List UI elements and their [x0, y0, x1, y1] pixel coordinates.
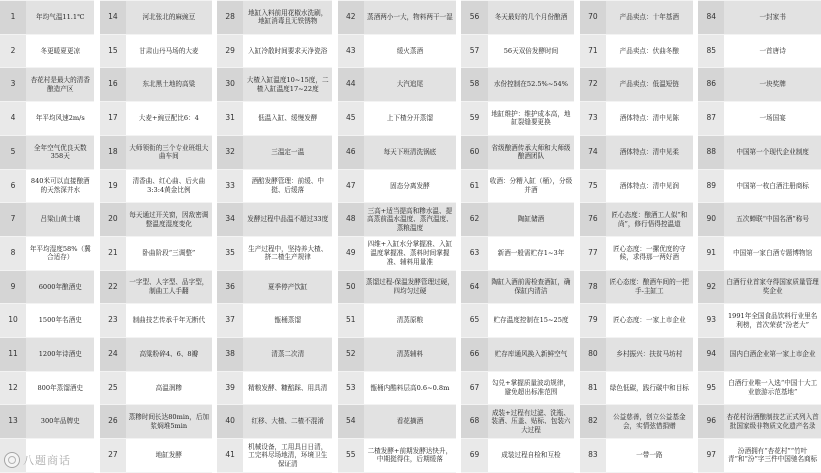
item-number: 87: [698, 102, 724, 136]
item-number: 85: [698, 34, 724, 68]
item-text: 一字型、人字型、品字型，制曲工人手翻: [126, 270, 212, 304]
item-text: 机械设备，工用具日日清，工完料尽场地清，环境卫生保证清: [243, 439, 332, 473]
item-text: 清蒸辅料: [364, 338, 456, 372]
item-number: 63: [461, 236, 487, 270]
item-text: 1991年全国食品饮料行业里名利榜，首次荣获“汾老大”: [724, 304, 821, 338]
item-number: 52: [338, 338, 364, 372]
item-text: 一场国宴: [724, 102, 821, 136]
item-number: 23: [100, 304, 126, 338]
item-text: 大楂入缸温度10~15度，二楂入缸温度17~22度: [243, 68, 332, 102]
item-text: 中国第一家白酒专题博物馆: [724, 236, 821, 270]
item-number: 13: [0, 405, 26, 439]
item-text: 酒体特点：清中见陈: [606, 102, 693, 136]
item-number: 36: [217, 270, 243, 304]
item-text: 大汽追尾: [364, 68, 456, 102]
item-number: 34: [217, 203, 243, 237]
item-number: 1: [0, 1, 26, 35]
item-text: 成装过程自检和互检: [488, 439, 575, 473]
item-text: 酒体特点：清中见润: [606, 169, 693, 203]
table-row: [0, 68, 821, 102]
table-row: [0, 203, 821, 237]
item-text: 陶缸入酒前需检查酒缸，确保缸内清洁: [488, 270, 575, 304]
item-text: 公益慈善，创立公益基金会，实情弦惜捐赠: [606, 405, 693, 439]
item-text: 每天通过开关窗，因敌密调整温度湿度变化: [126, 203, 212, 237]
item-text: 二楂发酵+前期发酵达快升，中期挺得住，后期缓落: [364, 439, 456, 473]
item-text: 地缸入料前用花椒水洗刷，地缸消毒且无铁锈物: [243, 1, 332, 35]
item-number: 18: [100, 135, 126, 169]
item-text: 三高+适当提高和糁水温、提高蒸前温水温度、蒸汽温度、蒸粮温度: [364, 203, 456, 237]
item-number: 37: [217, 304, 243, 338]
item-text: 东北黑土地的高粱: [126, 68, 212, 102]
item-text: 发酵过程中品温不超过33度: [243, 203, 332, 237]
item-number: 19: [100, 169, 126, 203]
item-number: 39: [217, 371, 243, 405]
item-text: 白酒行业首家夺得国家质量管理奖企业: [724, 270, 821, 304]
item-text: 800年蒸馏酒史: [26, 371, 94, 405]
item-text: 一封家书: [724, 1, 821, 35]
item-text: 国内白酒企业第一家上市企业: [724, 338, 821, 372]
table-row: [0, 270, 821, 304]
item-number: 30: [217, 68, 243, 102]
item-number: 79: [580, 304, 606, 338]
item-text: 1500年名酒史: [26, 304, 94, 338]
item-number: 62: [461, 203, 487, 237]
item-text: 一带一路: [606, 439, 693, 473]
item-text: 冬更暖夏更凉: [26, 34, 94, 68]
item-text: 酒醅发酵管理：前缓、中挺、后缓落: [243, 169, 332, 203]
item-text: 每天下班清洗锅底: [364, 135, 456, 169]
item-text: 甑桶内酷料层高0.6~0.8m: [364, 371, 456, 405]
item-text: 固态分离发酵: [364, 169, 456, 203]
item-text: 夏季停产饮缸: [243, 270, 332, 304]
item-text: 低温入缸、缓慢发酵: [243, 102, 332, 136]
item-text: 年均气温11.1℃: [26, 1, 94, 35]
item-text: 56天双倍发酵时间: [488, 34, 575, 68]
table-row: [0, 236, 821, 270]
item-number: 71: [580, 34, 606, 68]
item-text: 300年品牌史: [26, 405, 94, 439]
item-number: 29: [217, 34, 243, 68]
item-number: 14: [100, 1, 126, 35]
table-row: [0, 169, 821, 203]
item-number: 21: [100, 236, 126, 270]
item-number: 89: [698, 169, 724, 203]
item-text: 年平均湿度58%（冀合适存）: [26, 236, 94, 270]
item-number: 53: [338, 371, 364, 405]
item-number: 51: [338, 304, 364, 338]
item-number: 80: [580, 338, 606, 372]
item-text: 中国第一个现代企业制度: [724, 135, 821, 169]
watermark-text: 八题商话: [23, 454, 71, 467]
item-number: 84: [698, 1, 724, 35]
item-number: 38: [217, 338, 243, 372]
item-text: 杏花村是最大的清香酿造产区: [26, 68, 94, 102]
item-text: 大师领衔的三个专业班组大曲车间: [126, 135, 212, 169]
item-text: 收酒：分糟入缸（桶），分级并酒: [488, 169, 575, 203]
item-text: 水份控制在52.5%~54%: [488, 68, 575, 102]
item-text: 五次蝉联“中国名酒”称号: [724, 203, 821, 237]
item-number: 40: [217, 405, 243, 439]
item-text: 冬天最好的几个月份酿酒: [488, 1, 575, 35]
item-text: 精粮发酵、糠醅踩、用具清: [243, 371, 332, 405]
item-text: 入缸冷散时间要求天净瓷浴: [243, 34, 332, 68]
item-number: 2: [0, 34, 26, 68]
item-number: 75: [580, 169, 606, 203]
item-number: 57: [461, 34, 487, 68]
item-number: 31: [217, 102, 243, 136]
item-text: 年平均风速2m/s: [26, 102, 94, 136]
item-number: 65: [461, 304, 487, 338]
item-number: 69: [461, 439, 487, 473]
item-number: 50: [338, 270, 364, 304]
item-number: 20: [100, 203, 126, 237]
item-number: 92: [698, 270, 724, 304]
item-text: 贮存库通风换入新鲜空气: [488, 338, 575, 372]
item-text: 产品卖点：低温短链: [606, 68, 693, 102]
item-text: 乡村振兴：扶贫马坊村: [606, 338, 693, 372]
item-text: 全年空气优良天数358天: [26, 135, 94, 169]
table-row: [0, 304, 821, 338]
item-number: 10: [0, 304, 26, 338]
item-text: 匠心态度：一家上市企业: [606, 304, 693, 338]
item-text: 产品卖点：伏曲冬酿: [606, 34, 693, 68]
item-number: 73: [580, 102, 606, 136]
item-number: 16: [100, 68, 126, 102]
item-number: 9: [0, 270, 26, 304]
item-text: 酒体特点：清中见柔: [606, 135, 693, 169]
item-number: 32: [217, 135, 243, 169]
item-number: 83: [580, 439, 606, 473]
item-number: 95: [698, 371, 724, 405]
item-text: 杏花村汾酒酿制技艺正式列入首批国家级非物质文化遗产名录: [724, 405, 821, 439]
table-row: [0, 371, 821, 405]
item-number: 15: [100, 34, 126, 68]
item-text: 四维+入缸水分掌握准、入缸温度掌握准、蒸料时间掌握准、辅料用量准: [364, 236, 456, 270]
item-text: 吕梁山黄土壤: [26, 203, 94, 237]
item-text: 清蒸原粮: [364, 304, 456, 338]
item-text: 蒸酒两小一大，物料两干一湿: [364, 1, 456, 35]
item-text: 甘肃山丹马场的大麦: [126, 34, 212, 68]
item-number: 59: [461, 102, 487, 136]
item-number: 25: [100, 371, 126, 405]
item-text: 绿色低碳，践行碳中和目标: [606, 371, 693, 405]
item-number: 49: [338, 236, 364, 270]
item-text: 匠心态度：酿酒车间的一把手-主缸工: [606, 270, 693, 304]
table-row: [0, 34, 821, 68]
table-row: [0, 102, 821, 136]
item-text: 大麦+豌豆配比6：4: [126, 102, 212, 136]
item-text: 生产过程中，坚持养大楂、挤二楂生产规律: [243, 236, 332, 270]
item-number: 24: [100, 338, 126, 372]
item-text: 高粱粉碎4、6、8瓣: [126, 338, 212, 372]
item-text: 制曲技艺传承千年无断代: [126, 304, 212, 338]
item-number: 55: [338, 439, 364, 473]
item-number: 96: [698, 405, 724, 439]
item-text: 匠心态度：酿酒工人似“和尚”，修行悟得控温道: [606, 203, 693, 237]
item-number: 8: [0, 236, 26, 270]
item-text: 6000年酿酒史: [26, 270, 94, 304]
item-number: 26: [100, 405, 126, 439]
item-number: 47: [338, 169, 364, 203]
item-text: 三温定一温: [243, 135, 332, 169]
item-number: 6: [0, 169, 26, 203]
item-number: 82: [580, 405, 606, 439]
item-number: 72: [580, 68, 606, 102]
item-text: 产品卖点：十年基酒: [606, 1, 693, 35]
item-text: 蒸糁时间长达80min，后加浆焖堆5min: [126, 405, 212, 439]
item-number: 28: [217, 1, 243, 35]
item-number: 77: [580, 236, 606, 270]
item-number: 94: [698, 338, 724, 372]
item-number: 27: [100, 439, 126, 473]
item-number: 45: [338, 102, 364, 136]
item-number: 88: [698, 135, 724, 169]
item-text: 看花摘酒: [364, 405, 456, 439]
item-text: 缓火蒸酒: [364, 34, 456, 68]
item-text: 1200年诗酒史: [26, 338, 94, 372]
item-number: 93: [698, 304, 724, 338]
item-number: 91: [698, 236, 724, 270]
item-text: 白酒行业唯一入选“中国十大工业旅游示范基地”: [724, 371, 821, 405]
item-text: 成装+过程有过滤、洗瓶、装酒、压盖、贴标、包装六大过程: [488, 405, 575, 439]
item-number: 33: [217, 169, 243, 203]
item-number: 56: [461, 1, 487, 35]
item-number: 12: [0, 371, 26, 405]
item-number: 58: [461, 68, 487, 102]
item-number: 4: [0, 102, 26, 136]
table-row: [0, 405, 821, 439]
item-text: 上下楂分开蒸馏: [364, 102, 456, 136]
item-number: 97: [698, 439, 724, 473]
item-text: 地缸发酵: [126, 439, 212, 473]
item-text: 蒸馏过程-保温发酵管理过硬，四均匀过硬: [364, 270, 456, 304]
item-text: 汾酒拥有“杏花村”“竹叶青”和“汾”字三件中国驰名商标: [724, 439, 821, 473]
item-text: 陶缸储酒: [488, 203, 575, 237]
table-row: [0, 1, 821, 35]
item-number: 81: [580, 371, 606, 405]
item-text: 地缸维护：维护成本高，地缸裂缝要更换: [488, 102, 575, 136]
item-number: 5: [0, 135, 26, 169]
item-number: 66: [461, 338, 487, 372]
item-number: 74: [580, 135, 606, 169]
item-text: 中国第一枚白酒注册商标: [724, 169, 821, 203]
item-number: 61: [461, 169, 487, 203]
item-number: 3: [0, 68, 26, 102]
item-number: 17: [100, 102, 126, 136]
circle-logo-icon: [4, 452, 20, 468]
item-number: 64: [461, 270, 487, 304]
item-number: 70: [580, 1, 606, 35]
item-text: 省级酿酒传承大师和大师级酿酒团队: [488, 135, 575, 169]
item-number: 35: [217, 236, 243, 270]
table-row: [0, 135, 821, 169]
table-row: [0, 338, 821, 372]
item-text: 卧曲阶段“三调整”: [126, 236, 212, 270]
item-number: 11: [0, 338, 26, 372]
item-text: 840米可以直接酿酒的天然深井水: [26, 169, 94, 203]
item-number: 44: [338, 68, 364, 102]
item-number: 78: [580, 270, 606, 304]
item-number: 41: [217, 439, 243, 473]
item-text: 河北张北的麻豌豆: [126, 1, 212, 35]
item-number: 46: [338, 135, 364, 169]
table-row: [0, 439, 821, 473]
watermark: [4, 452, 71, 468]
item-text: 一块奖牌: [724, 68, 821, 102]
item-number: 7: [0, 203, 26, 237]
item-text: 勾兑+掌握质量波动规律，避免超出标准范围: [488, 371, 575, 405]
item-text: 匠心态度：一摞优度的守候，求得那一两好酒: [606, 236, 693, 270]
item-number: 42: [338, 1, 364, 35]
item-text: 一首唐诗: [724, 34, 821, 68]
item-text: 新酒一般需贮存1~3年: [488, 236, 575, 270]
item-number: 68: [461, 405, 487, 439]
item-text: 甑桶蒸馏: [243, 304, 332, 338]
item-text: 红移、大楂、二楂不混淆: [243, 405, 332, 439]
item-number: 60: [461, 135, 487, 169]
item-number: 90: [698, 203, 724, 237]
item-text: 高温润糁: [126, 371, 212, 405]
item-number: 76: [580, 203, 606, 237]
item-number: 48: [338, 203, 364, 237]
item-text: 清香曲、红心曲、后火曲3:3:4黄金比例: [126, 169, 212, 203]
item-text: 清蒸二次清: [243, 338, 332, 372]
item-text: 贮存温度控制在15~25度: [488, 304, 575, 338]
item-number: 43: [338, 34, 364, 68]
item-number: 67: [461, 371, 487, 405]
item-number: 86: [698, 68, 724, 102]
item-number: 22: [100, 270, 126, 304]
item-number: 54: [338, 405, 364, 439]
